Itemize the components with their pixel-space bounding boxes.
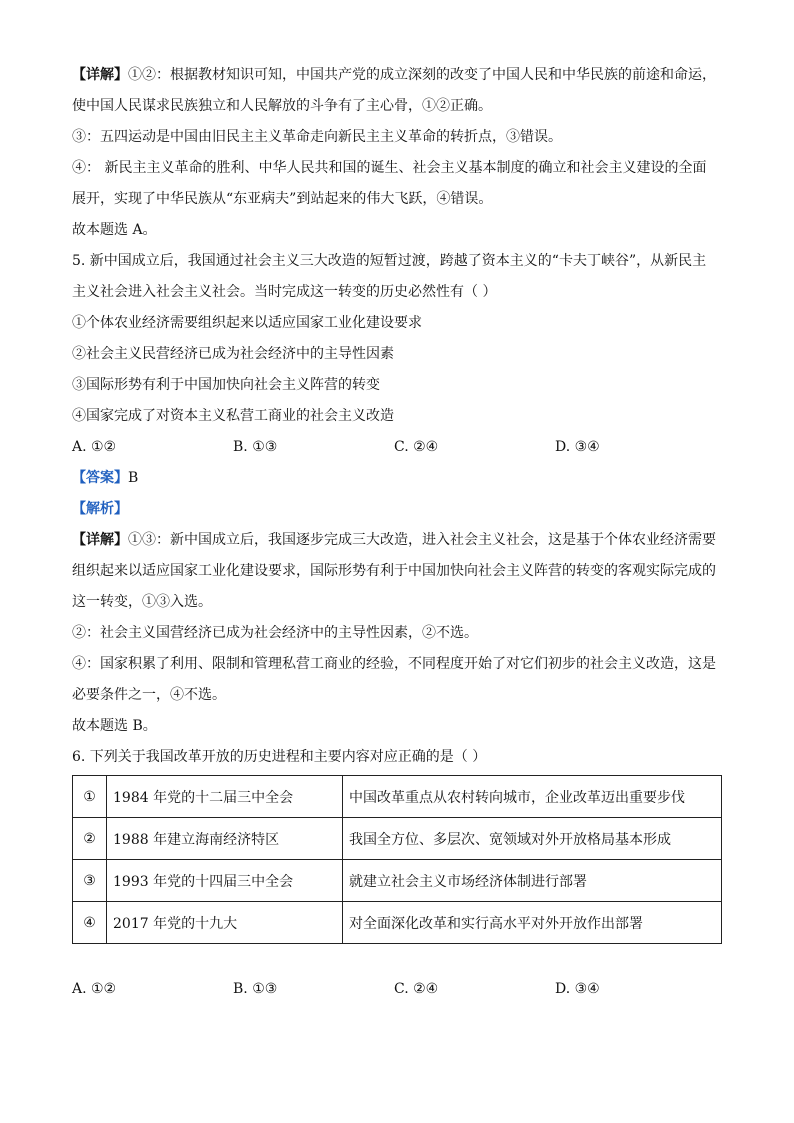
table-row [73,776,722,818]
explanation-line: 展开，实现了中华民族从“东亚病夫”到站起来的伟大飞跃，④错误。 [72,191,493,207]
table-row [73,860,722,902]
option-d: D. ③④ [555,439,600,455]
detail-line: 必要条件之一，④不选。 [72,687,226,703]
explanation-line: 使中国人民谋求民族独立和人民解放的斗争有了主心骨，①②正确。 [72,98,492,114]
option-c: C. ②④ [394,981,439,997]
content-cell: 我国全方位、多层次、宽领域对外开放格局基本形成 [343,818,722,860]
statement-item: ①个体农业经济需要组织起来以适应国家工业化建设要求 [72,315,422,331]
spacer [72,944,722,974]
reform-history-table [72,775,722,944]
statement-item: ③国际形势有利于中国加快向社会主义阵营的转变 [72,377,380,393]
question-6 [72,742,722,1005]
explanation-line: ③：五四运动是中国由旧民主主义革命走向新民主主义革命的转折点，③错误。 [72,129,562,145]
detail-line: 组织起来以适应国家工业化建设要求，国际形势有利于中国加快向社会主义阵营的转变的客观实际完成的 [72,563,716,579]
detail-line [72,525,722,556]
answer-tag: 【答案】 [72,470,128,486]
option-b: B. ①③ [233,439,278,455]
option-c: C. ②④ [394,439,439,455]
table-row [73,902,722,944]
content-cell: 中国改革重点从农村转向城市，企业改革迈出重要步伐 [343,776,722,818]
statement-item: ②社会主义民营经济已成为社会经济中的主导性因素 [72,346,394,362]
row-number: ④ [73,902,107,944]
analysis-tag: 【解析】 [72,501,128,517]
event-cell: 1993 年党的十四届三中全会 [107,860,343,902]
content-cell: 对全面深化改革和实行高水平对外开放作出部署 [343,902,722,944]
detail-text: ①③：新中国成立后，我国逐步完成三大改造，进入社会主义社会，这是基于个体农业经济需要 [128,532,716,548]
explanation-line [72,60,722,91]
analysis-line [72,494,722,525]
answer-line [72,463,722,494]
document-page [72,60,722,1005]
detail-line: ②：社会主义国营经济已成为社会经济中的主导性因素，②不选。 [72,625,478,641]
previous-question-explanation [72,60,722,246]
detail-line: ④：国家积累了利用、限制和管理私营工商业的经验，不同程度开始了对它们初步的社会主义改造，这是 [72,656,716,672]
statement-item: ④国家完成了对资本主义私营工商业的社会主义改造 [72,408,394,424]
event-cell: 1984 年党的十二届三中全会 [107,776,343,818]
detail-tag: 【详解】 [72,67,128,83]
explanation-text: ①②：根据教材知识可知，中国共产党的成立深刻的改变了中国人民和中华民族的前途和命运， [128,67,716,83]
option-d: D. ③④ [555,981,600,997]
answer-value: B [128,470,139,486]
row-number: ③ [73,860,107,902]
option-a: A. ①② [72,439,117,455]
table-row [73,818,722,860]
conclusion-line: 故本题选 B。 [72,718,157,734]
question-stem: 5. 新中国成立后，我国通过社会主义三大改造的短暂过渡，跨越了资本主义的“卡夫丁峡谷”，从新民主 [72,253,707,269]
row-number: ② [73,818,107,860]
answer-options [72,432,722,463]
question-5 [72,246,722,742]
option-b: B. ①③ [233,981,278,997]
question-stem: 主义社会进入社会主义社会。当时完成这一转变的历史必然性有（ ） [72,284,497,300]
event-cell: 1988 年建立海南经济特区 [107,818,343,860]
answer-options [72,974,722,1005]
conclusion-line: 故本题选 A。 [72,222,157,238]
event-cell: 2017 年党的十九大 [107,902,343,944]
option-a: A. ①② [72,981,117,997]
detail-tag: 【详解】 [72,532,128,548]
explanation-line: ④： 新民主主义革命的胜利、中华人民共和国的诞生、社会主义基本制度的确立和社会主义建设的全面 [72,160,707,176]
detail-line: 这一转变，①③入选。 [72,594,212,610]
content-cell: 就建立社会主义市场经济体制进行部署 [343,860,722,902]
question-stem: 6. 下列关于我国改革开放的历史进程和主要内容对应正确的是（ ） [72,749,487,765]
row-number: ① [73,776,107,818]
